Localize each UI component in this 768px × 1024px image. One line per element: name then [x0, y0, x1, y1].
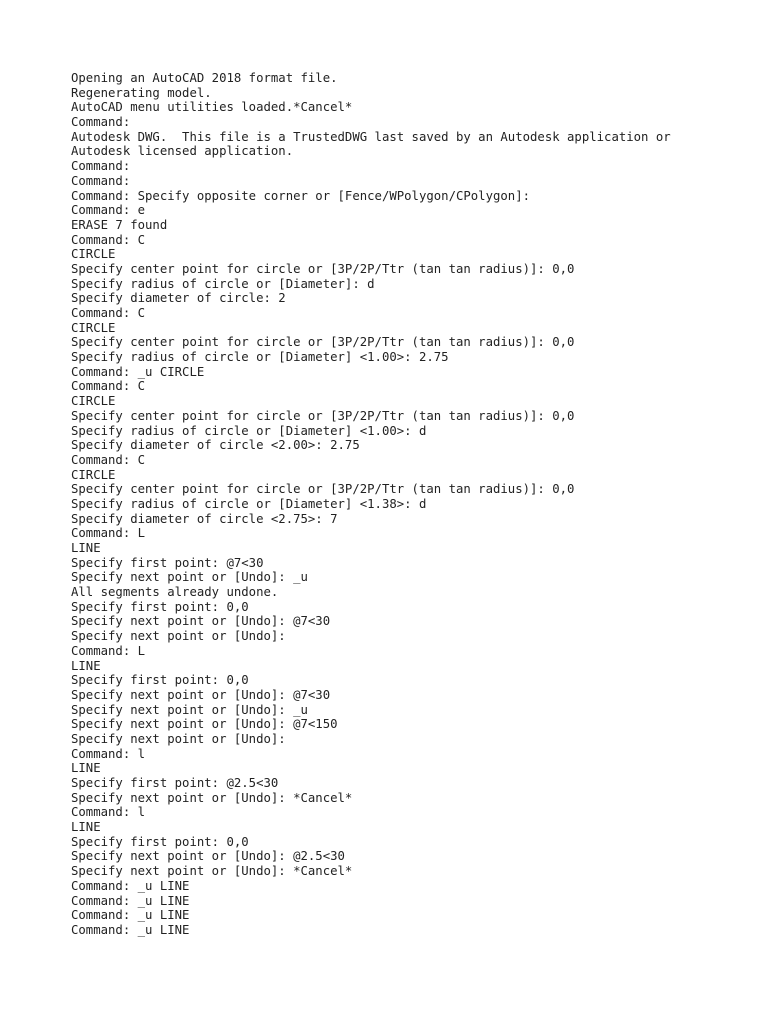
log-line: Specify next point or [Undo]: @7<30 [71, 687, 331, 702]
log-line: Specify next point or [Undo]: _u [71, 702, 308, 717]
log-line: Command: L [71, 643, 146, 658]
log-line: CIRCLE [71, 247, 116, 262]
log-line: Specify first point: 0,0 [71, 673, 249, 688]
log-line: CIRCLE [71, 394, 116, 409]
log-line: Command: _u LINE [71, 908, 190, 923]
log-line: LINE [71, 541, 101, 555]
log-line: ERASE 7 found [71, 217, 168, 232]
log-line: Command: _u LINE [71, 878, 190, 893]
log-line: Specify next point or [Undo]: *Cancel* [71, 790, 353, 805]
log-line: Specify first point: @2.5<30 [71, 776, 279, 790]
log-line: Command: _u LINE [71, 922, 190, 937]
log-line: Specify first point: @7<30 [71, 555, 264, 570]
log-line: Specify diameter of circle <2.00>: 2.75 [71, 438, 360, 453]
log-line: Command: C [71, 379, 146, 394]
log-line: Specify next point or [Undo]: *Cancel* [71, 864, 353, 879]
log-line: Command: C [71, 232, 146, 247]
log-line: Specify next point or [Undo]: @7<30 [71, 614, 331, 629]
log-line: Opening an AutoCAD 2018 format file. [71, 71, 338, 85]
log-line: Specify next point or [Undo]: @7<150 [71, 717, 338, 732]
log-line: Specify diameter of circle <2.75>: 7 [71, 511, 338, 526]
log-line: LINE [71, 761, 101, 776]
log-line: Specify next point or [Undo]: _u [71, 570, 308, 585]
log-line: Command: [71, 115, 131, 130]
log-line: AutoCAD menu utilities loaded.*Cancel* [71, 100, 353, 115]
log-line: CIRCLE [71, 467, 116, 482]
log-line: Specify radius of circle or [Diameter] <1.00>: d [71, 423, 427, 438]
log-line: Command: C [71, 306, 146, 320]
log-line: Specify diameter of circle: 2 [71, 291, 286, 306]
log-line: Specify radius of circle or [Diameter] <1.38>: d [71, 496, 427, 511]
log-line: Specify next point or [Undo]: [71, 731, 286, 746]
log-line: Command: L [71, 526, 146, 541]
log-line: Command: [71, 173, 131, 188]
log-line: Specify center point for circle or [3P/2P/Ttr (tan tan radius)]: 0,0 [71, 482, 575, 497]
log-line: Specify first point: 0,0 [71, 599, 249, 614]
log-line: Specify first point: 0,0 [71, 834, 249, 849]
log-line: Command: [71, 159, 131, 174]
log-line: Specify center point for circle or [3P/2P/Ttr (tan tan radius)]: 0,0 [71, 335, 575, 350]
log-line: Command: _u LINE [71, 893, 190, 908]
command-history-log [71, 71, 751, 938]
log-line: LINE [71, 820, 101, 835]
log-line: Command: C [71, 452, 146, 467]
log-line: Command: Specify opposite corner or [Fence/WPolygon/CPolygon]: [71, 188, 531, 203]
log-line: Autodesk licensed application. [71, 144, 294, 159]
log-line: Specify next point or [Undo]: [71, 629, 286, 644]
log-line: Specify radius of circle or [Diameter] <1.00>: 2.75 [71, 350, 449, 365]
log-line: Command: _u CIRCLE [71, 364, 205, 379]
log-line: Specify center point for circle or [3P/2P/Ttr (tan tan radius)]: 0,0 [71, 408, 575, 423]
log-line: Command: e [71, 203, 146, 218]
log-line: LINE [71, 658, 101, 673]
log-line: CIRCLE [71, 320, 116, 335]
log-line: Command: l [71, 746, 146, 761]
log-line: Command: l [71, 805, 146, 820]
log-line: Specify next point or [Undo]: @2.5<30 [71, 849, 345, 864]
log-line: All segments already undone. [71, 585, 279, 600]
log-line: Regenerating model. [71, 85, 212, 100]
log-line: Specify center point for circle or [3P/2P/Ttr (tan tan radius)]: 0,0 [71, 261, 575, 276]
log-line: Autodesk DWG. This file is a TrustedDWG last saved by an Autodesk application or [71, 129, 671, 144]
log-line: Specify radius of circle or [Diameter]: d [71, 276, 375, 291]
